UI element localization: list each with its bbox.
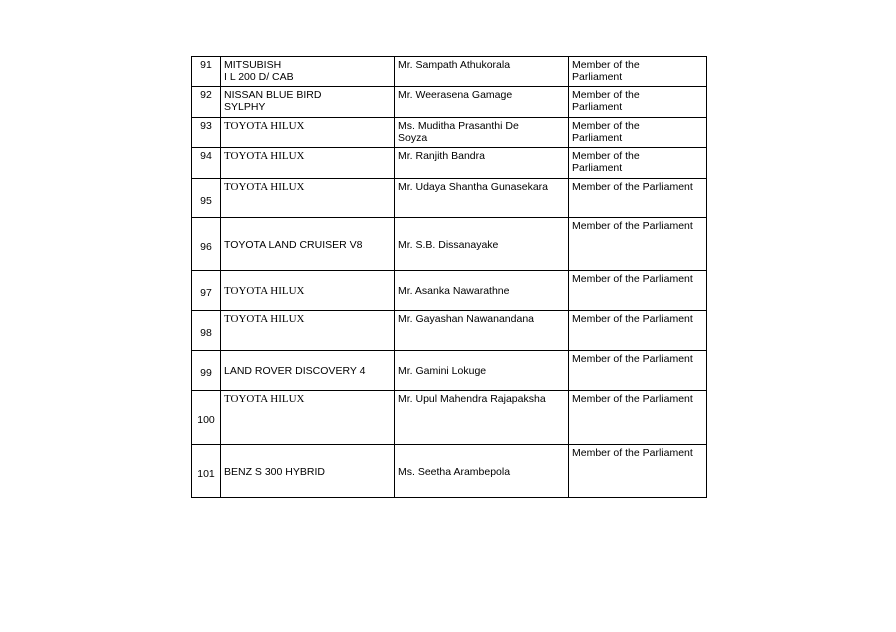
designation-cell: Member of the Parliament: [569, 118, 707, 148]
vehicle-cell: TOYOTA HILUX: [221, 148, 395, 179]
row-number: 92: [192, 87, 221, 118]
table-row: [192, 391, 707, 445]
name-cell: Mr. Weerasena Gamage: [395, 87, 569, 118]
table-row: [192, 445, 707, 498]
name-cell: Mr. S.B. Dissanayake: [395, 218, 569, 271]
designation-cell: Member of the Parliament: [569, 179, 707, 218]
row-number: 101: [192, 445, 221, 498]
vehicle-cell: TOYOTA LAND CRUISER V8: [221, 218, 395, 271]
designation-cell: Member of the Parliament: [569, 218, 707, 271]
row-number: 95: [192, 179, 221, 218]
designation-cell: Member of the Parliament: [569, 148, 707, 179]
table-row: [192, 218, 707, 271]
table-row: [192, 311, 707, 351]
vehicle-cell: TOYOTA HILUX: [221, 311, 395, 351]
table-row: [192, 57, 707, 87]
vehicle-cell: NISSAN BLUE BIRD SYLPHY: [221, 87, 395, 118]
designation-cell: Member of the Parliament: [569, 391, 707, 445]
name-cell: Mr. Gayashan Nawanandana: [395, 311, 569, 351]
table-row: [192, 118, 707, 148]
table-row: [192, 351, 707, 391]
designation-cell: Member of the Parliament: [569, 87, 707, 118]
row-number: 93: [192, 118, 221, 148]
row-number: 94: [192, 148, 221, 179]
vehicle-cell: BENZ S 300 HYBRID: [221, 445, 395, 498]
designation-cell: Member of the Parliament: [569, 311, 707, 351]
vehicle-cell: MITSUBISH I L 200 D/ CAB: [221, 57, 395, 87]
name-cell: Mr. Udaya Shantha Gunasekara: [395, 179, 569, 218]
row-number: 98: [192, 311, 221, 351]
table-row: [192, 148, 707, 179]
name-cell: Ms. Muditha Prasanthi De Soyza: [395, 118, 569, 148]
vehicle-allocation-table: [191, 56, 707, 498]
vehicle-cell: LAND ROVER DISCOVERY 4: [221, 351, 395, 391]
row-number: 97: [192, 271, 221, 311]
name-cell: Mr. Sampath Athukorala: [395, 57, 569, 87]
vehicle-cell: TOYOTA HILUX: [221, 271, 395, 311]
name-cell: Ms. Seetha Arambepola: [395, 445, 569, 498]
vehicle-cell: TOYOTA HILUX: [221, 179, 395, 218]
row-number: 91: [192, 57, 221, 87]
designation-cell: Member of the Parliament: [569, 351, 707, 391]
vehicle-cell: TOYOTA HILUX: [221, 391, 395, 445]
name-cell: Mr. Gamini Lokuge: [395, 351, 569, 391]
designation-cell: Member of the Parliament: [569, 271, 707, 311]
name-cell: Mr. Ranjith Bandra: [395, 148, 569, 179]
row-number: 99: [192, 351, 221, 391]
table-row: [192, 271, 707, 311]
row-number: 96: [192, 218, 221, 271]
table-row: [192, 179, 707, 218]
vehicle-cell: TOYOTA HILUX: [221, 118, 395, 148]
name-cell: Mr. Asanka Nawarathne: [395, 271, 569, 311]
row-number: 100: [192, 391, 221, 445]
name-cell: Mr. Upul Mahendra Rajapaksha: [395, 391, 569, 445]
designation-cell: Member of the Parliament: [569, 445, 707, 498]
designation-cell: Member of the Parliament: [569, 57, 707, 87]
table-row: [192, 87, 707, 118]
